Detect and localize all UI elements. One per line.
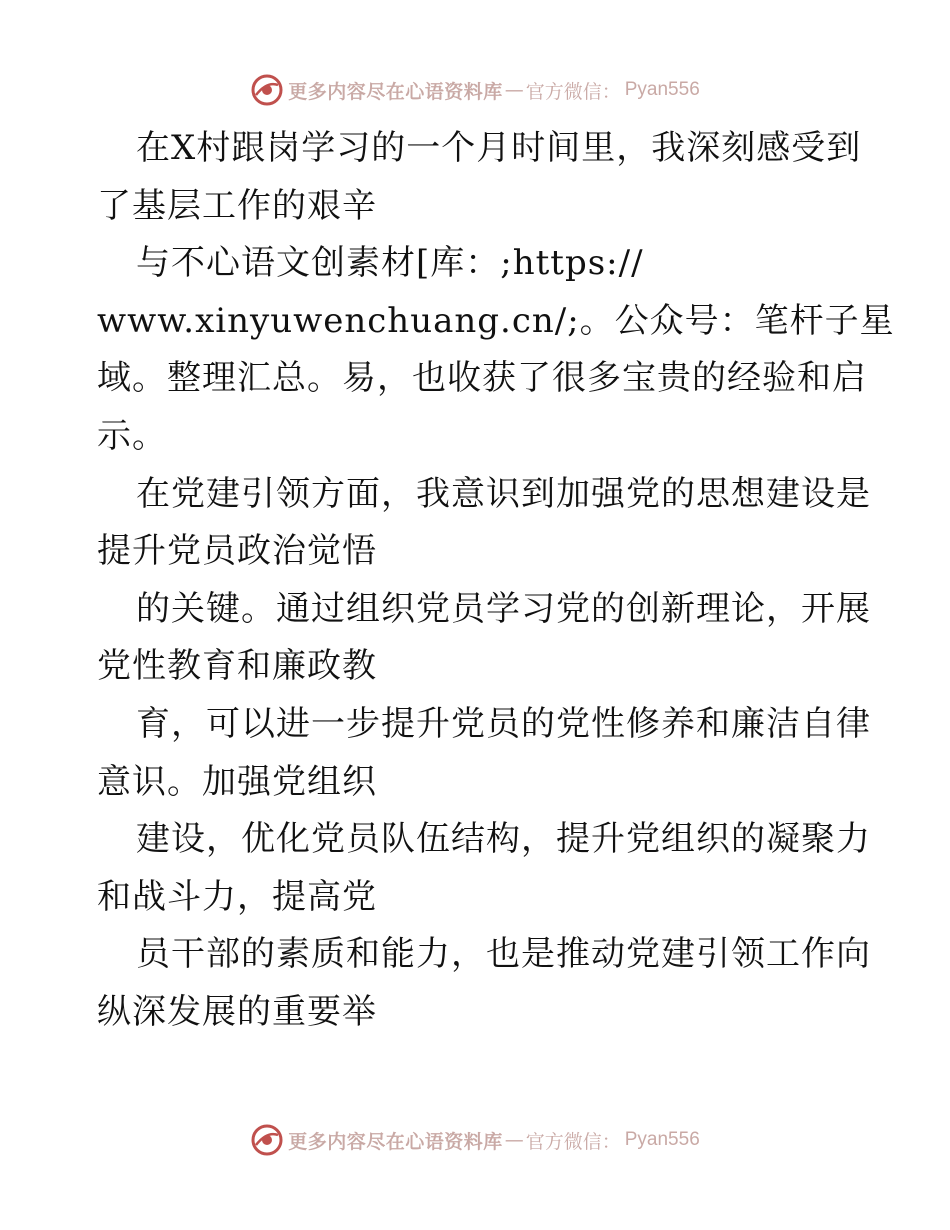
logo-icon (250, 73, 284, 107)
body-line: 建设，优化党员队伍结构，提升党组织的凝聚力 (136, 819, 871, 860)
footer-brand-text: 更多内容尽在心语资料库 (288, 1130, 503, 1153)
body-line: 员干部的素质和能力，也是推动党建引领工作向 (136, 934, 871, 975)
body-line: 的关键。通过组织党员学习党的创新理论，开展 (136, 588, 871, 629)
document-body (97, 120, 895, 1042)
header-wechat-label: 官方微信： (525, 80, 621, 103)
body-line: 示。 (97, 415, 167, 456)
header-separator: — (504, 79, 524, 101)
body-line: 域。整理汇总。易，也收获了很多宝贵的经验和启 (97, 358, 867, 399)
footer-banner (0, 1120, 950, 1160)
header-wechat-id: Pyan556 (624, 79, 700, 100)
body-line: 意识。加强党组织 (97, 761, 377, 802)
body-line: 在X村跟岗学习的一个月时间里，我深刻感受到 (136, 128, 862, 168)
body-line: 纵深发展的重要举 (97, 991, 377, 1032)
body-line: 和战斗力，提高党 (97, 876, 377, 917)
footer-separator: — (504, 1129, 524, 1151)
header-brand-text: 更多内容尽在心语资料库 (288, 80, 503, 103)
body-line: 育，可以进一步提升党员的党性修养和廉洁自律 (136, 703, 871, 744)
logo-icon (250, 1123, 284, 1157)
body-line: 与不心语文创素材[库：;https:// (136, 243, 644, 284)
body-line: 提升党员政治觉悟 (97, 531, 377, 572)
body-line: 党性教育和廉政教 (97, 646, 377, 687)
footer-wechat-label: 官方微信： (525, 1130, 621, 1153)
footer-wechat-id: Pyan556 (624, 1129, 700, 1150)
header-banner (0, 70, 950, 110)
body-line: 了基层工作的艰辛 (97, 185, 377, 226)
body-line: 在党建引领方面，我意识到加强党的思想建设是 (136, 473, 871, 514)
body-line: www.xinyuwenchuang.cn/;。公众号：笔杆子星 (97, 300, 895, 341)
